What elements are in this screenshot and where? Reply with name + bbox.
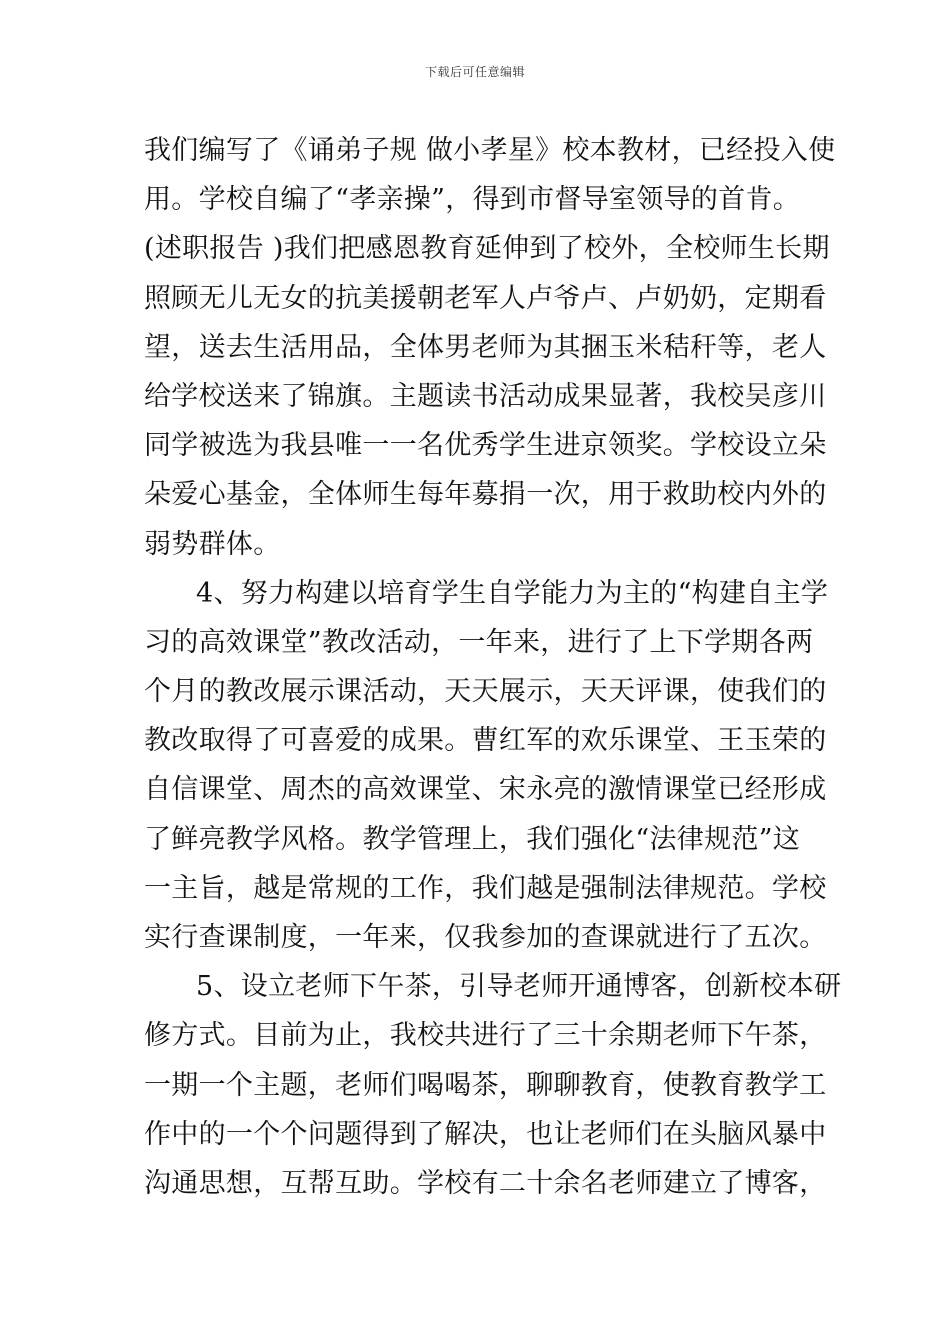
text-line: 作中的一个个问题得到了解决，也让老师们在头脑风暴中 [144, 1118, 827, 1150]
text-line: (述职报告 )我们把感恩教育延伸到了校外，全校师生长期 [144, 233, 830, 265]
paragraph-start-line: 5、设立老师下午茶，引导老师开通博客，创新校本研 [196, 971, 842, 1003]
text-line: 一主旨，越是常规的工作，我们越是强制法律规范。学校 [144, 872, 827, 904]
text-line: 沟通思想，互帮互助。学校有二十余名老师建立了博客， [144, 1167, 827, 1199]
text-line: 实行查课制度，一年来，仅我参加的查课就进行了五次。 [144, 922, 827, 953]
text-line: 修方式。目前为止，我校共进行了三十余期老师下午茶， [144, 1020, 827, 1052]
text-line: 习的高效课堂”教改活动，一年来，进行了上下学期各两 [144, 626, 814, 658]
text-line: 用。学校自编了“孝亲操”，得到市督导室领导的首肯。 [144, 184, 801, 216]
text-line: 个月的教改展示课活动，天天展示，天天评课，使我们的 [144, 676, 827, 708]
text-line: 自信课堂、周杰的高效课堂、宋永亮的激情课堂已经形成 [144, 774, 827, 806]
text-line: 我们编写了《诵弟子规 做小孝星》校本教材，已经投入使 [144, 135, 836, 166]
text-line: 照顾无儿无女的抗美援朝老军人卢爷卢、卢奶奶，定期看 [144, 282, 827, 314]
body-text [144, 126, 842, 1208]
text-line: 给学校送来了锦旗。主题读书活动成果显著，我校吴彦川 [144, 380, 827, 412]
text-line: 了鲜亮教学风格。教学管理上，我们强化“法律规范”这 [144, 823, 801, 855]
header-note: 下载后可任意编辑 [424, 65, 525, 79]
text-line: 教改取得了可喜爱的成果。曹红军的欢乐课堂、王玉荣的 [144, 725, 827, 757]
paragraph-start-line: 4、努力构建以培育学生自学能力为主的“构建自主学 [196, 577, 829, 609]
text-line: 朵爱心基金，全体师生每年募捐一次，用于救助校内外的 [144, 479, 827, 511]
text-line: 望，送去生活用品，全体男老师为其捆玉米秸秆等，老人 [144, 331, 827, 363]
text-line: 一期一个主题，老师们喝喝茶，聊聊教育，使教育教学工 [144, 1069, 827, 1101]
text-line: 同学被选为我县唯一一名优秀学生进京领奖。学校设立朵 [144, 430, 827, 462]
text-line: 弱势群体。 [144, 528, 281, 560]
